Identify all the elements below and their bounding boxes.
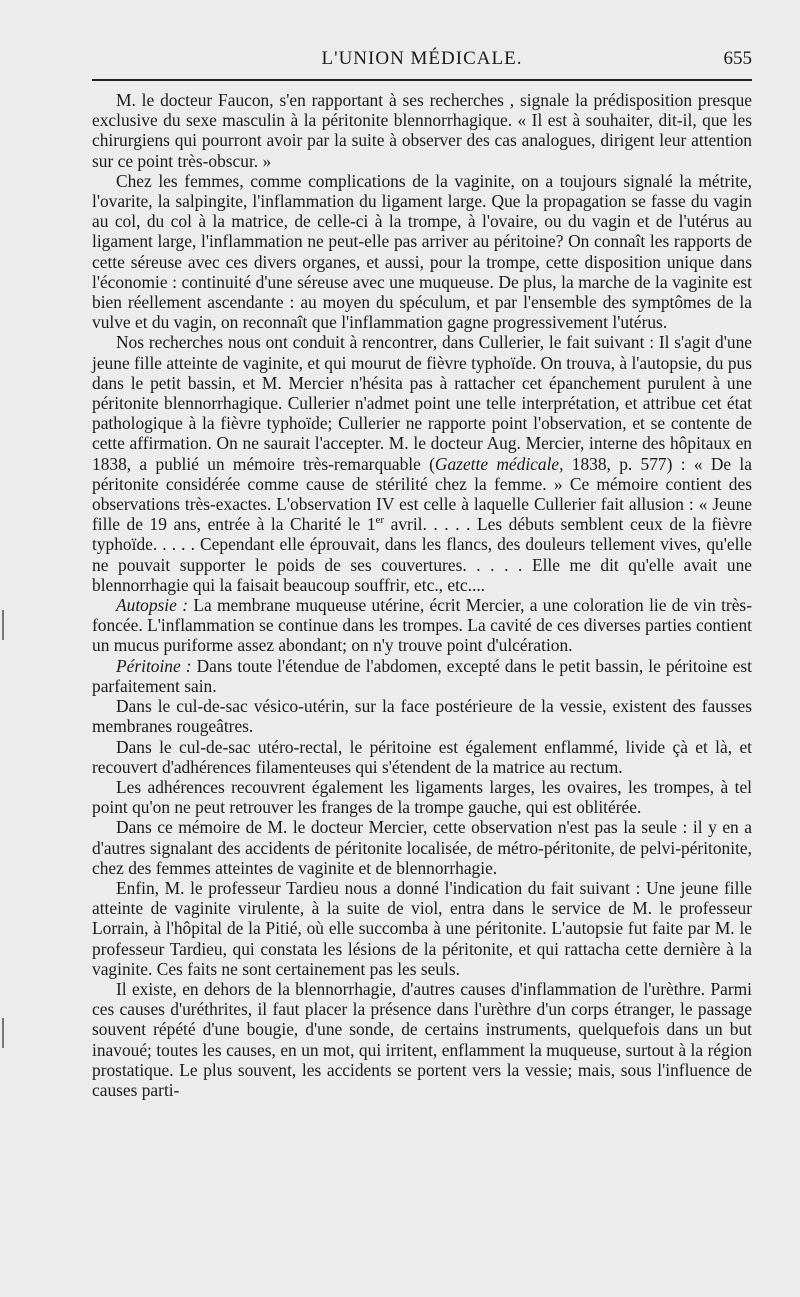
paragraph: Enfin, M. le professeur Tardieu nous a donné l'indication du fait suivant : Une jeune fille atteinte de vaginite virulente, à la suite de viol, entra dans le service de M. le professeur Lorrain, à l'hôpital de la Pitié, où elle succomba à une péritonite. L'autopsie fut faite par M. le professeur Tardieu, qui constata les lésions de la péritonite, et qui rattacha cette dernière à la vaginite. Ces faits ne sont certainement pas les seuls.: [92, 877, 752, 979]
margin-mark: [2, 1018, 10, 1048]
paragraph: Dans ce mémoire de M. le docteur Mercier, cette observation n'est pas la seule : il y en a d'autres signalant des accidents de péritonite localisée, de métro-péritonite, de pelvi-péritonite, chez des femmes atteintes de vaginite et de blennorrhagie.: [92, 817, 752, 878]
text-run: La membrane muqueuse utérine, écrit Mercier, a une coloration lie de vin très-foncée. L'inflammation se continue dans les trompes. La cavité de ces diverses parties contient un mucus puriforme assez abondant; on n'y trouve point d'ulcération.: [92, 595, 752, 656]
paragraph: Chez les femmes, comme complications de la vaginite, on a toujours signalé la métrite, l'ovarite, la salpingite, l'inflammation du ligament large. Que la propagation se fasse du vagin au col, du col à la matrice, de celle-ci à la trompe, à l'ovaire, ou du vagin et de l'utérus au ligament large, l'inflammation ne peut-elle pas arriver au péritoine? On connaît les rapports de cette séreuse avec ces divers organes, et aussi, pour la trompe, cette disposition unique dans l'économie : continuité d'une séreuse avec une muqueuse. De plus, la marche de la vaginite est bien réellement ascendante : au moyen du spéculum, et par l'ensemble des symptômes de la vulve et du vagin, on reconnaît que l'inflammation gagne progressivement l'utérus.: [92, 170, 752, 333]
section-label-autopsie: Autopsie :: [116, 595, 188, 616]
header-rule: [92, 79, 752, 81]
text-run: Nos recherches nous ont conduit à rencontrer, dans Cullerier, le fait suivant : Il s'agit d'une jeune fille atteinte de vaginite, et qui mourut de fièvre typhoïde. On trouva, à l'autopsie, du pus dans le petit bassin, et M. Mercier n'hésita pas à rattacher cet épanchement purulent à une péritonite blennorrhagique. Cullerier n'admet point une telle interprétation, et attribue cet état pathologique à la fièvre typhoïde; Cullerier ne rapporte point l'observation, et se contente de cette affirmation. On ne saurait l'accepter. M. le docteur Aug. Mercier, interne des hôpitaux en 1838, a publié un mémoire très-remarquable (: [92, 332, 752, 474]
ordinal-suffix: er: [375, 514, 385, 527]
paragraph: [92, 656, 752, 696]
journal-title: Gazette médicale,: [434, 453, 564, 474]
margin-mark: [2, 610, 10, 640]
paragraph: Les adhérences recouvrent également les ligaments larges, les ovaires, les trompes, à tel point qu'on ne peut retrouver les franges de la trompe gauche, qui est oblitérée.: [92, 776, 752, 818]
paragraph: M. le docteur Faucon, s'en rapportant à ses recherches , signale la prédisposition presque exclusive du sexe masculin à la péritonite blennorrhagique. « Il est à souhaiter, dit-il, que les chirurgiens qui pourront avoir par la suite à observer des cas analogues, dirigent leur attention sur ce point très-obscur. »: [92, 90, 752, 171]
paragraph: [92, 332, 752, 595]
text-run: avril. . . . . Les débuts semblent ceux de la fièvre typhoïde. . . . . Cependant elle éprouvait, dans les flancs, des douleurs tellement vives, qu'elle ne pouvait supporter le poids de ses couvertures. . . . . Elle me dit qu'elle avait une blennorrhagie qui la faisait beaucoup souffrir, etc., etc....: [92, 514, 752, 595]
text-run: Dans toute l'étendue de l'abdomen, excepté dans le petit bassin, le péritoine est parfaitement sain.: [92, 655, 752, 696]
page-number: 655: [723, 48, 752, 69]
running-title: L'UNION MÉDICALE.: [321, 48, 523, 69]
paragraph: Dans le cul-de-sac utéro-rectal, le péritoine est également enflammé, livide çà et là, et recouvert d'adhérences filamenteuses qui s'étendent de la matrice au rectum.: [92, 736, 752, 777]
text-run: 1838, p. 577) : « De la péritonite considérée comme cause de stérilité chez la femme. » Ce mémoire contient des observations très-exactes. L'observation IV est celle à laquelle Cullerier fait allusion : « Jeune fille de 19 ans, entrée à la Charité le 1: [92, 453, 752, 535]
section-label-peritoine: Péritoine :: [116, 655, 192, 676]
paragraph: Dans le cul-de-sac vésico-utérin, sur la face postérieure de la vessie, existent des fausses membranes rougeâtres.: [92, 696, 752, 737]
paragraph: Il existe, en dehors de la blennorrhagie, d'autres causes d'inflammation de l'urèthre. Parmi ces causes d'uréthrites, il faut placer la présence dans l'urèthre d'un corps étranger, le passage souvent répété d'une bougie, d'une sonde, de certains instruments, quelquefois dans un but inavoué; toutes les causes, en un mot, qui irritent, enflamment la muqueuse, surtout à la région prostatique. Le plus souvent, les accidents se portent vers la vessie; mais, sous l'influence de causes parti-: [92, 978, 752, 1100]
paragraph: [92, 595, 752, 656]
page-header: [92, 44, 752, 74]
body-text: [92, 90, 752, 1100]
